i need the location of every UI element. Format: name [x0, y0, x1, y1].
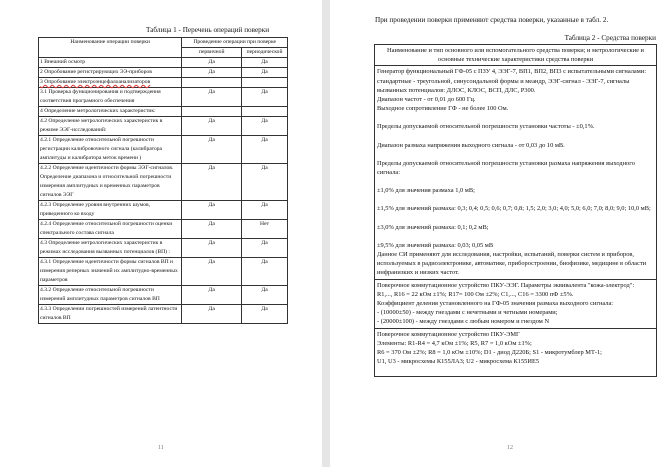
operation-name: 1 Внешний осмотр — [39, 58, 182, 68]
operation-name: 4.3 Определение метрологических характеристик в режимах исследования вызванных потенциалов (ВП) : — [39, 239, 182, 258]
periodic-value: Да — [242, 201, 288, 220]
description-line: Диапазон размаха напряжения выходного сигнала - от 0,03 до 10 мВ. — [377, 141, 565, 149]
description-line — [377, 232, 654, 241]
table-row — [375, 279, 657, 328]
description-line: ±1,0% для значения размаха 1,0 мВ; — [377, 187, 475, 195]
table-2-caption: Таблица 2 - Средства поверки — [564, 34, 656, 42]
verification-tools-table — [374, 44, 657, 377]
description-line: - (20000±100) - между гнездами с любым номером и гнездом N — [377, 318, 550, 326]
periodic-value: Да — [242, 305, 288, 324]
operation-name: 4.2.3 Определение уровня внутренних шумов, приведенного ко входу — [39, 201, 182, 220]
primary-value — [182, 78, 242, 88]
description-line: Поверочное коммутационное устройство ПКУ-ЭЭГ. Параметры эквивалента "кожа-электрод": — [377, 281, 635, 289]
table-1-caption: Таблица 1 - Перечень операций поверки — [146, 26, 270, 34]
periodic-value: Да — [242, 164, 288, 201]
header-primary: первичной — [182, 48, 242, 58]
periodic-value: Да — [242, 258, 288, 286]
description-line: ±1,5% для значений размаха: 0,3; 0,4; 0,5; 0,6; 0,7; 0,8; 1,5; 2,0; 3,0; 4,0; 5,0; 6,0; 7,0; 8,0; 9,0; 10,0 мВ; — [377, 205, 651, 213]
primary-value: Да — [182, 239, 242, 258]
description-line — [377, 113, 654, 122]
operation-name: 4.2.2 Определение идентичности формы ЭЭГ-сигналов. Определение диапазона и относительной погрешности измерения амплитудных и временных параметров сигналов ЭЭГ — [39, 164, 182, 201]
periodic-value: Да — [242, 286, 288, 305]
primary-value: Да — [182, 88, 242, 107]
operation-name: 4.2 Определение метрологических характеристик в режиме ЭЭГ-исследований: — [39, 117, 182, 136]
operation-name: 4.2.1 Определение относительной погрешности регистрации калибровочного сигнала (калибратора амплитуды и калибратора меток времени ) — [39, 136, 182, 164]
operation-name: 4.2.4 Определение относительной погрешности оценки спектрального состава сигнала — [39, 220, 182, 239]
periodic-value: Да — [242, 68, 288, 78]
table-row — [39, 305, 288, 324]
description-line: Выходное сопротивление ГФ - не более 100 Ом. — [377, 105, 509, 113]
description-line: R1,..., R16 = 22 кОм ±1%; R17= 100 Ом ±2%; C1,..., C16 = 3300 пФ ±5%. — [377, 290, 574, 298]
page-11 — [0, 0, 322, 467]
periodic-value: Да — [242, 136, 288, 164]
periodic-value: Нет — [242, 220, 288, 239]
table-row — [39, 220, 288, 239]
primary-value: Да — [182, 201, 242, 220]
table-row — [39, 201, 288, 220]
description-line: Пределы допускаемой относительной погрешности установки размаха напряжения выходного сигнала: — [377, 159, 635, 177]
table-row — [375, 328, 657, 377]
description-line: Поверочное коммутационное устройство ПКУ-ЭМГ — [377, 330, 520, 338]
description-line: ±9,5% для значений размаха: 0,03; 0,05 мВ — [377, 241, 494, 249]
tool-description-cell — [375, 328, 657, 377]
description-line: Данное СИ применяют для исследования, настройки, испытаний, поверки систем и приборов, используемых в радиоэлектронике, автоматике, приборостроении, биофизике, медицине в области инфранизких и низких частот. — [377, 251, 647, 277]
table-row — [39, 117, 288, 136]
page-12 — [330, 0, 666, 467]
primary-value: Да — [182, 68, 242, 78]
header-name: Наименование операции поверки — [39, 38, 182, 58]
table-header-row — [375, 45, 657, 66]
table-row — [39, 286, 288, 305]
operations-table — [38, 37, 288, 324]
primary-value: Да — [182, 117, 242, 136]
primary-value: Да — [182, 220, 242, 239]
header-periodic: периодической — [242, 48, 288, 58]
description-line — [377, 132, 654, 141]
description-line — [377, 195, 654, 204]
description-line: ±3,0% для значений размаха: 0,1; 0,2 мВ; — [377, 223, 489, 231]
description-line: Диапазон частот - от 0,01 до 600 Гц. — [377, 96, 476, 104]
periodic-value: Да — [242, 88, 288, 107]
description-line: Элементы: R1-R4 = 4,7 кОм ±1%; R5, R7 = 1,0 кОм ±1%; — [377, 339, 532, 347]
operation-name: 3.1 Проверка функционирования и подтверждения соответствия програмного обеспечения — [39, 88, 182, 107]
operation-name: 4.3.2 Определение относительной погрешности измерений амплитудных параметров сигналов ВП — [39, 286, 182, 305]
primary-value — [182, 107, 242, 117]
intro-paragraph: При проведении поверки применяют средства поверки, указанные в табл. 2. — [375, 16, 609, 24]
table-row — [375, 66, 657, 279]
periodic-value: Да — [242, 117, 288, 136]
primary-value: Да — [182, 305, 242, 324]
periodic-value — [242, 78, 288, 88]
operation-name: 3 Опробование электроэнцефалоанализаторов — [39, 78, 182, 88]
page-number: 12 — [507, 445, 513, 451]
primary-value: Да — [182, 258, 242, 286]
description-line — [377, 177, 654, 186]
primary-value: Да — [182, 58, 242, 68]
header-cell: Наименование и тип основного или вспомогательного средства поверки; и метрологические и основные технические характеристики средства поверки — [375, 45, 657, 66]
table-row — [39, 88, 288, 107]
description-line — [377, 214, 654, 223]
tool-description-cell — [375, 66, 657, 279]
description-line: Генератор функциональный ГФ-05 с ПЗУ 4, ЭЭГ-7, ВП1, ВП2, ВП3 с испытательными сигналами: стандартные - треугольной, синусоидальной формы и меандр, ЭЭГ-сигнал - ЭЭГ-7, сигналы вызванных потенциалов: ДЛОС, КЛОС, ВСП, ДЛС, Р300. — [377, 68, 646, 94]
page-number: 11 — [158, 445, 164, 451]
table-header-row — [39, 38, 288, 48]
header-group: Проведение операции при поверке — [182, 38, 288, 48]
description-line: R6 = 370 Ом ±2%; R8 = 1,0 кОм ±10%; D1 - диод Д220Б; S1 - микротумблер МТ-1; — [377, 349, 602, 357]
operation-name: 4 Определение метрологических характеристик: — [39, 107, 182, 117]
primary-value: Да — [182, 286, 242, 305]
table-row — [39, 58, 288, 68]
description-line: Коэффициент деления установленного на ГФ-05 значения размаха выходного сигнала: — [377, 300, 614, 308]
description-line — [377, 366, 654, 375]
operation-name: 2 Опробование регистрирующих ЭЭ-приборов — [39, 68, 182, 78]
periodic-value: Да — [242, 239, 288, 258]
periodic-value — [242, 107, 288, 117]
table-row — [39, 107, 288, 117]
description-line: Пределы допускаемой относительной погрешности установки частоты - ±0,1%. — [377, 123, 595, 131]
table-row — [39, 164, 288, 201]
periodic-value: Да — [242, 58, 288, 68]
description-line: U1, U3 - микросхемы К155ЛА3; U2 - микросхема К155ИЕ5 — [377, 358, 540, 366]
table-row — [39, 136, 288, 164]
table-row — [39, 68, 288, 78]
description-line: - (10000±50) - между гнездами с нечетными и четными номерами; — [377, 309, 558, 317]
primary-value: Да — [182, 136, 242, 164]
tool-description-cell — [375, 279, 657, 328]
operation-name: 4.3.1 Определение идентичности формы сигналов ВП и измерения реперных значений их амплитудно-временных параметров — [39, 258, 182, 286]
table-row — [39, 78, 288, 88]
table-row — [39, 239, 288, 258]
description-line — [377, 150, 654, 159]
operation-name: 4.3.3 Определении погрешностей измерений латентности сигналов ВП — [39, 305, 182, 324]
primary-value: Да — [182, 164, 242, 201]
table-row — [39, 258, 288, 286]
